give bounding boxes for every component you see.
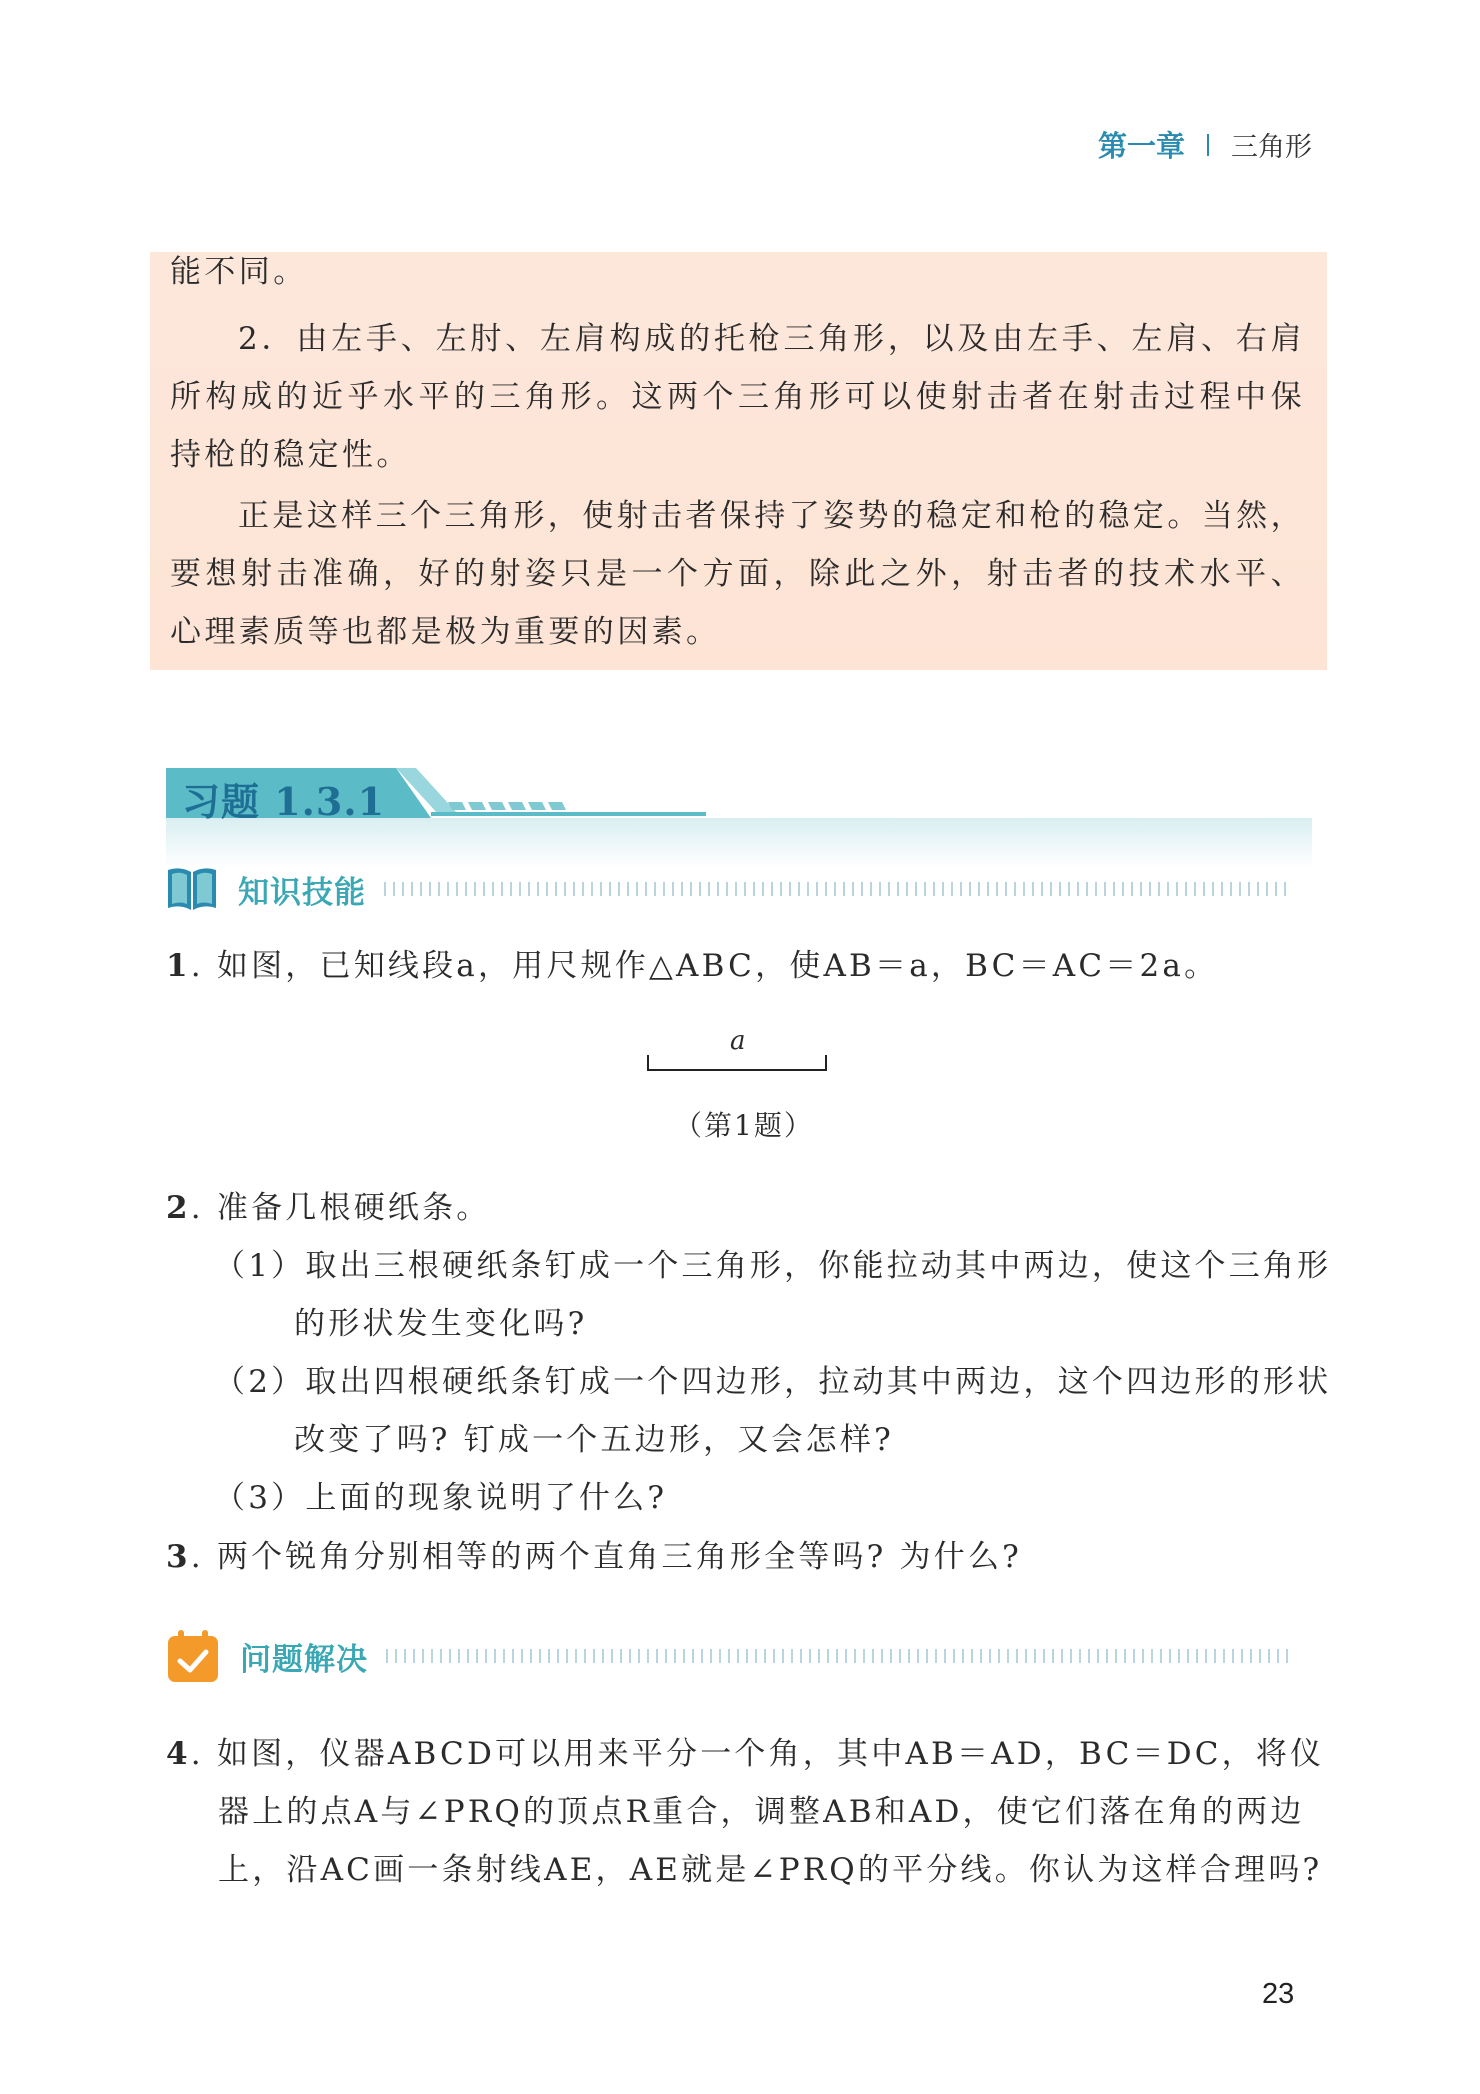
reading-paragraph-2: 2．由左手、左肘、左肩构成的托枪三角形，以及由左手、左肩、右肩所构成的近乎水平的三角形。这两个三角形可以使射击者在射击过程中保持枪的稳定性。 (170, 321, 1305, 473)
question-2-part-2-cont: 改变了吗? 钉成一个五边形，又会怎样? (294, 1422, 894, 1458)
question-4-line-1: . 如图，仪器ABCD可以用来平分一个角，其中AB＝AD，BC＝DC，将仪 (190, 1736, 1325, 1772)
segment-label: a (730, 1026, 748, 1056)
question-2-text: . 准备几根硬纸条。 (190, 1190, 491, 1226)
reading-paragraph-1: 能不同。 (170, 254, 308, 290)
problem-heading: 问题解决 (240, 1641, 368, 1678)
question-2-number: 2 (166, 1190, 191, 1226)
knowledge-dotted-rule (384, 882, 1288, 896)
question-1-text: . 如图，已知线段a，用尺规作△ABC，使AB＝a，BC＝AC＝2a。 (190, 948, 1219, 984)
chapter-label: 第一章 (1097, 129, 1185, 163)
segment-a-figure (646, 1055, 828, 1075)
question-4-number: 4 (166, 1736, 191, 1772)
question-3 (166, 1537, 1022, 1577)
question-4-line-2: 器上的点A与∠PRQ的顶点R重合，调整AB和AD，使它们落在角的两边 (218, 1794, 1305, 1830)
knowledge-section-header (166, 866, 1288, 912)
page-number: 23 (1262, 1978, 1295, 2010)
question-2-part-3: （3）上面的现象说明了什么? (214, 1480, 668, 1516)
exercise-title: 习题 1.3.1 (182, 779, 386, 824)
figure-1-caption: （第1题） (674, 1109, 814, 1142)
question-1 (166, 946, 1218, 986)
calendar-check-icon (166, 1628, 220, 1684)
question-2-part-1: （1）取出三根硬纸条钉成一个三角形，你能拉动其中两边，使这个三角形 (214, 1248, 1332, 1284)
question-2 (166, 1188, 491, 1228)
knowledge-heading: 知识技能 (238, 874, 366, 911)
question-4 (166, 1734, 1324, 1774)
reading-paragraph-3: 正是这样三个三角形，使射击者保持了姿势的稳定和枪的稳定。当然，要想射击准确，好的射姿只是一个方面，除此之外，射击者的技术水平、心理素质等也都是极为重要的因素。 (170, 498, 1305, 650)
question-3-number: 3 (166, 1539, 191, 1575)
question-2-part-2: （2）取出四根硬纸条钉成一个四边形，拉动其中两边，这个四边形的形状 (214, 1364, 1332, 1400)
problem-section-header (166, 1628, 1292, 1684)
book-icon (166, 866, 218, 912)
header-separator (1207, 134, 1209, 156)
question-2-part-1-cont: 的形状发生变化吗? (294, 1306, 588, 1342)
problem-dotted-rule (386, 1649, 1292, 1663)
question-3-text: . 两个锐角分别相等的两个直角三角形全等吗? 为什么? (190, 1539, 1022, 1575)
running-header (1098, 124, 1312, 165)
question-4-line-3: 上，沿AC画一条射线AE，AE就是∠PRQ的平分线。你认为这样合理吗? (218, 1852, 1323, 1888)
question-1-number: 1 (166, 948, 191, 984)
section-label: 三角形 (1231, 132, 1312, 163)
reading-box (150, 252, 1327, 670)
